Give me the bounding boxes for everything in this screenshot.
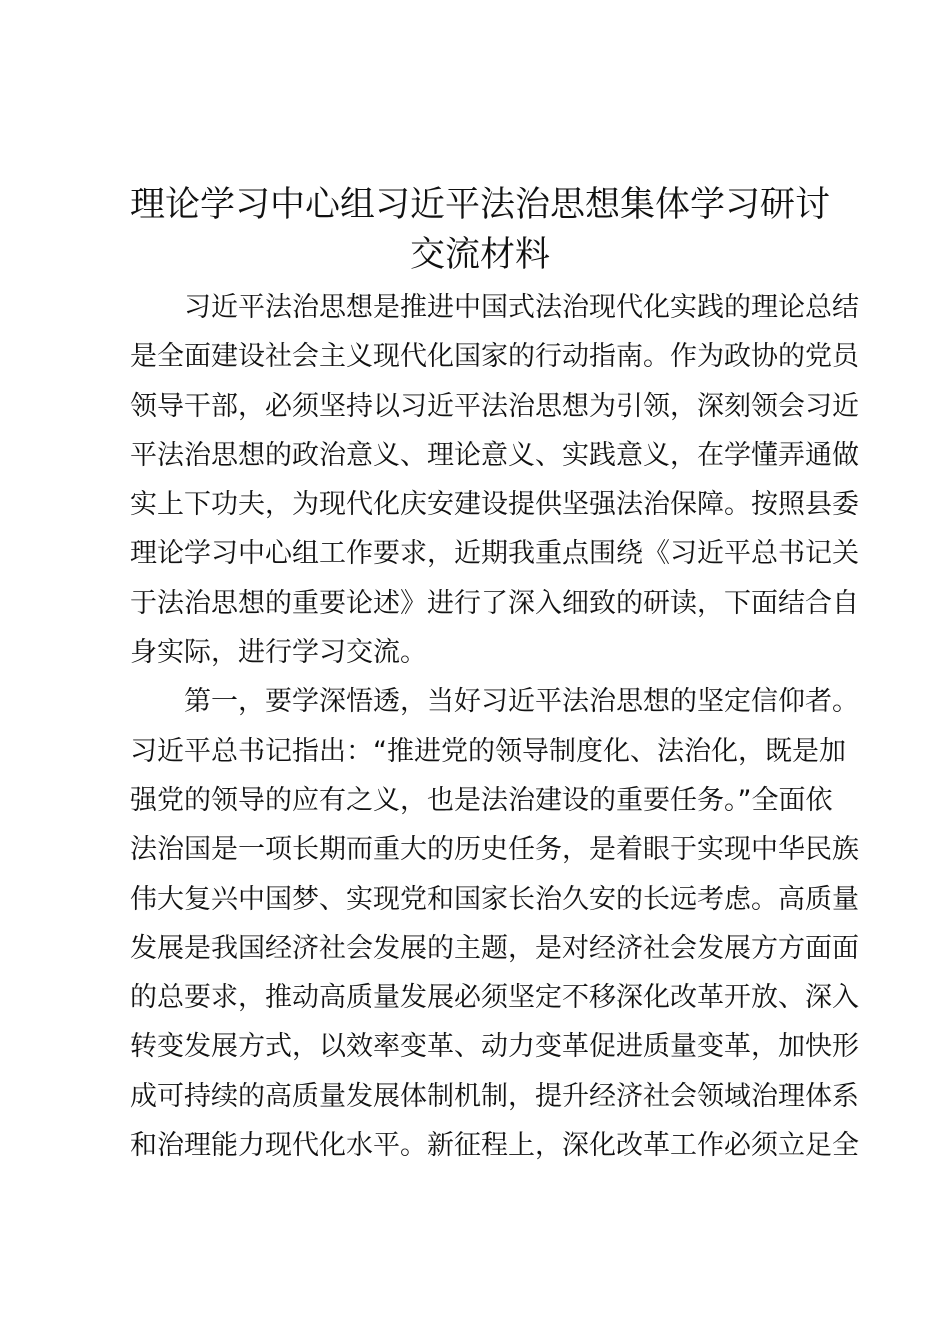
document-body	[130, 283, 859, 1170]
paragraph-line: 第一，要学深悟透，当好习近平法治思想的坚定信仰者。	[184, 686, 859, 718]
paragraph-line: 伟大复兴中国梦、实现党和国家长治久安的长远考虑。高质量	[130, 883, 859, 915]
title-line-1: 理论学习中心组习近平法治思想集体学习研讨	[129, 185, 830, 225]
paragraph-line: 是全面建设社会主义现代化国家的行动指南。作为政协的党员	[130, 341, 859, 373]
paragraph-line: 和治理能力现代化水平。新征程上，深化改革工作必须立足全	[130, 1130, 859, 1162]
paragraph-line: 的总要求，推动高质量发展必须坚定不移深化改革开放、深入	[130, 982, 859, 1014]
paragraph-1	[130, 283, 859, 677]
paragraph-line: 强党的领导的应有之义，也是法治建设的重要任务。”全面依	[130, 784, 833, 816]
paragraph-line: 习近平法治思想是推进中国式法治现代化实践的理论总结	[184, 292, 859, 323]
paragraph-line: 身实际，进行学习交流。	[130, 637, 427, 669]
paragraph-line: 领导干部，必须坚持以习近平法治思想为引领，深刻领会习近	[130, 390, 859, 422]
paragraph-line: 理论学习中心组工作要求，近期我重点围绕《习近平总书记关	[130, 538, 859, 570]
paragraph-line: 实上下功夫，为现代化庆安建设提供坚强法治保障。按照县委	[130, 489, 859, 521]
title-line-2: 交流材料	[409, 235, 550, 275]
paragraph-2	[130, 677, 859, 1170]
paragraph-line: 平法治思想的政治意义、理论意义、实践意义，在学懂弄通做	[130, 439, 859, 471]
paragraph-line: 习近平总书记指出：“推进党的领导制度化、法治化，既是加	[130, 735, 846, 767]
paragraph-line: 于法治思想的重要论述》进行了深入细致的研读，下面结合自	[130, 587, 859, 619]
paragraph-line: 转变发展方式，以效率变革、动力变革促进质量变革，加快形	[130, 1031, 859, 1063]
paragraph-line: 法治国是一项长期而重大的历史任务，是着眼于实现中华民族	[130, 834, 859, 866]
paragraph-line: 发展是我国经济社会发展的主题，是对经济社会发展方方面面	[130, 932, 859, 964]
paragraph-line: 成可持续的高质量发展体制机制，提升经济社会领域治理体系	[130, 1080, 859, 1112]
document-title	[120, 180, 840, 280]
